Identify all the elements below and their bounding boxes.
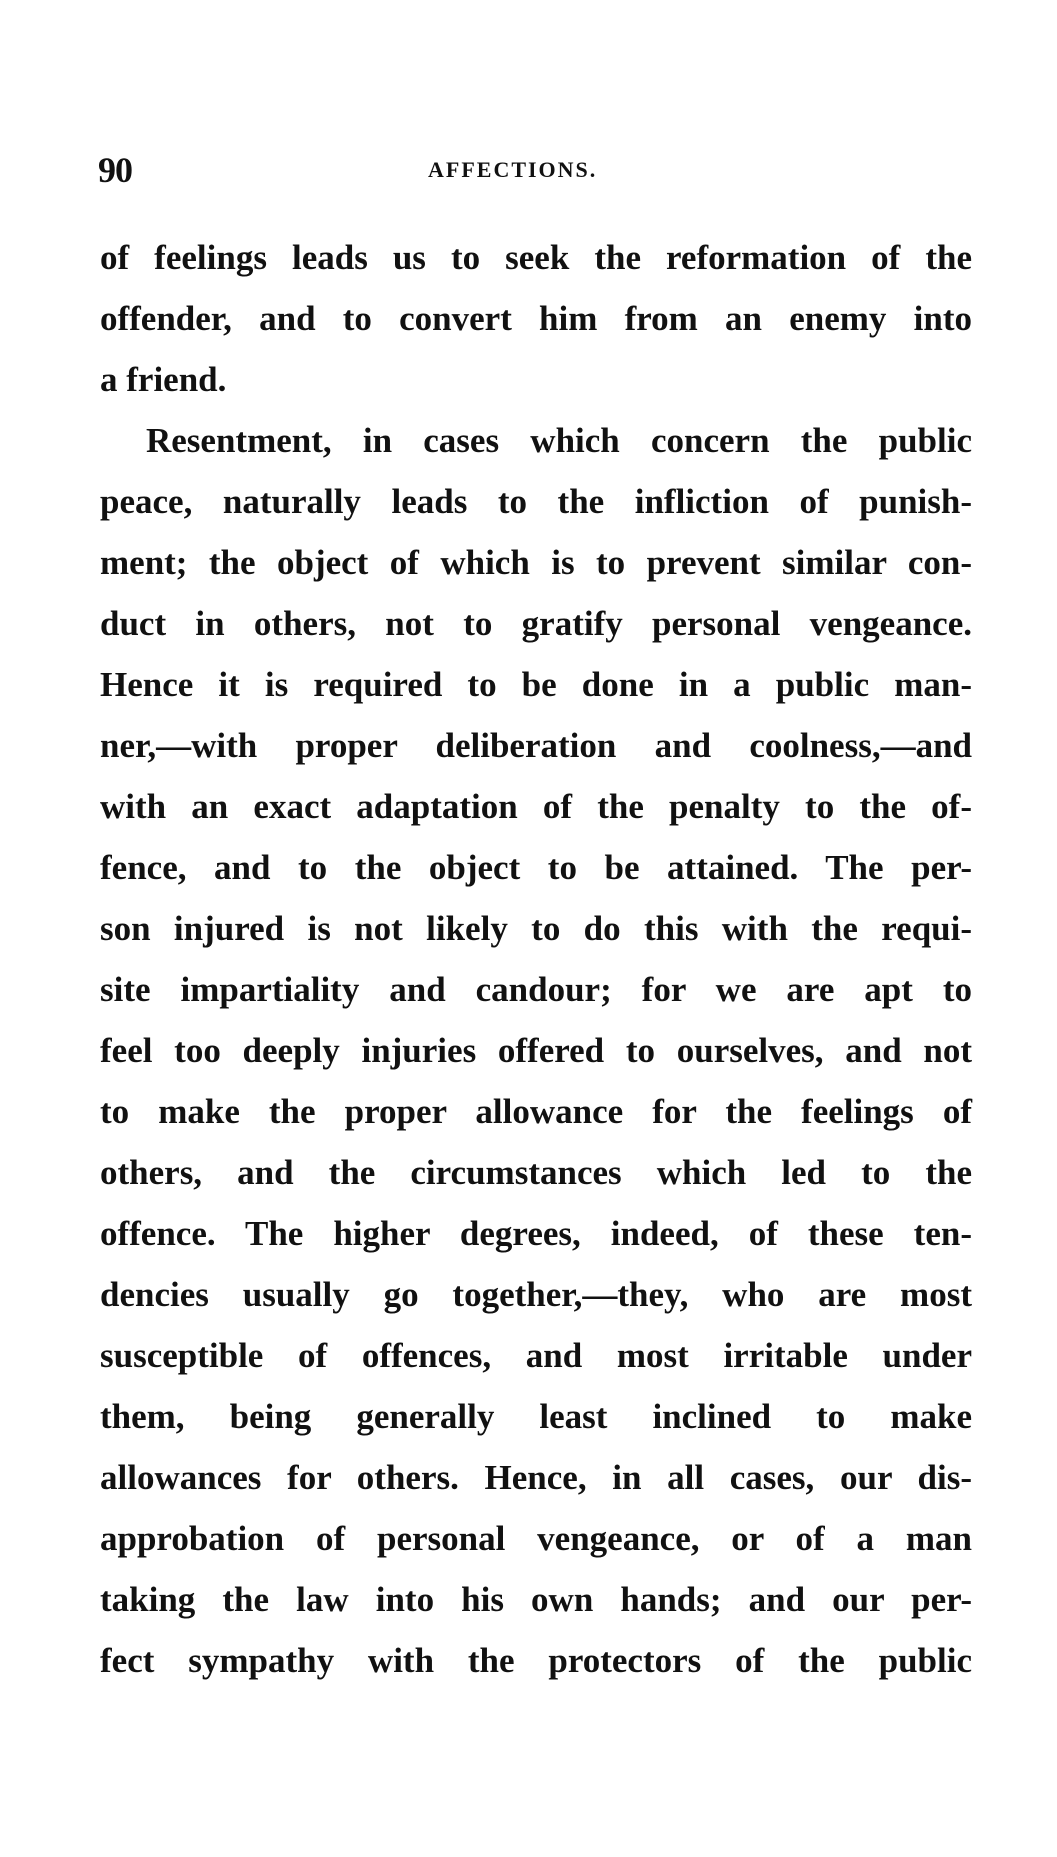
text-line: offence. The higher degrees, indeed, of these ten- bbox=[100, 1214, 972, 1253]
text-line: allowances for others. Hence, in all cases, our dis- bbox=[100, 1458, 972, 1497]
page-number: 90 bbox=[98, 150, 132, 190]
text-line: offender, and to convert him from an enemy into bbox=[100, 299, 972, 338]
text-line: ment; the object of which is to prevent similar con- bbox=[100, 543, 972, 582]
text-line: others, and the circumstances which led to the bbox=[100, 1153, 972, 1192]
text-line: dencies usually go together,—they, who are most bbox=[100, 1275, 972, 1314]
text-line: a friend. bbox=[100, 360, 227, 399]
text-line: taking the law into his own hands; and our per- bbox=[100, 1580, 972, 1619]
text-line: of feelings leads us to seek the reformation of the bbox=[100, 238, 972, 277]
text-line: site impartiality and candour; for we are apt to bbox=[100, 970, 972, 1009]
page-header bbox=[98, 148, 972, 192]
text-line: peace, naturally leads to the infliction of punish- bbox=[100, 482, 972, 521]
text-line: fect sympathy with the protectors of the public bbox=[100, 1641, 972, 1680]
text-line: them, being generally least inclined to make bbox=[100, 1397, 972, 1436]
text-line: with an exact adaptation of the penalty to the of- bbox=[100, 787, 972, 826]
text-line: to make the proper allowance for the feelings of bbox=[100, 1092, 972, 1131]
paragraph-first-line: Resentment, in cases which concern the public bbox=[146, 421, 972, 460]
text-line: duct in others, not to gratify personal vengeance. bbox=[100, 604, 972, 643]
text-line: feel too deeply injuries offered to ourselves, and not bbox=[100, 1031, 972, 1070]
text-line: susceptible of offences, and most irritable under bbox=[100, 1336, 972, 1375]
text-line: approbation of personal vengeance, or of a man bbox=[100, 1519, 972, 1558]
running-head: AFFECTIONS. bbox=[428, 157, 598, 182]
text-line: Hence it is required to be done in a public man- bbox=[100, 665, 972, 704]
text-line: fence, and to the object to be attained. The per- bbox=[100, 848, 972, 887]
text-line: ner,—with proper deliberation and coolness,—and bbox=[100, 726, 972, 765]
text-line: son injured is not likely to do this with the requi- bbox=[100, 909, 972, 948]
